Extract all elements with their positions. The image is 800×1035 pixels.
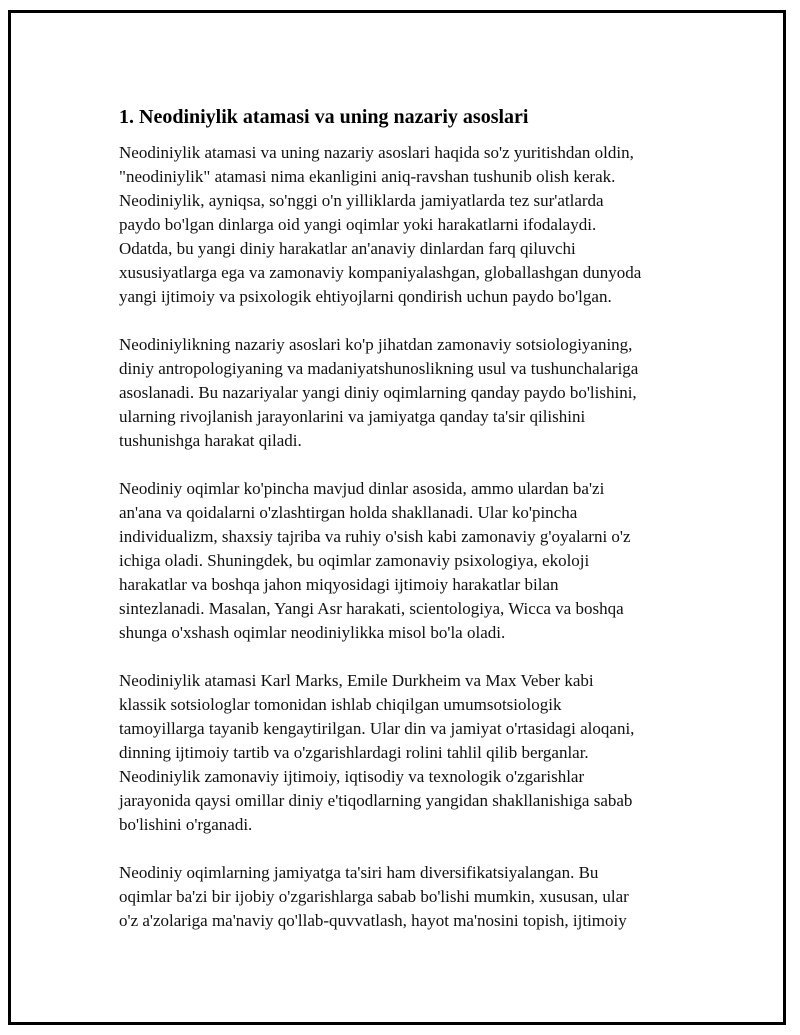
text-line: shunga o'xshash oqimlar neodiniylikka misol bo'la oladi. — [119, 623, 506, 642]
paragraph — [119, 861, 689, 933]
text-line: tushunishga harakat qiladi. — [119, 431, 302, 450]
text-line: sintezlanadi. Masalan, Yangi Asr harakati, scientologiya, Wicca va boshqa — [119, 599, 624, 618]
text-line: Odatda, bu yangi diniy harakatlar an'anaviy dinlardan farq qiluvchi — [119, 239, 576, 258]
text-line: asoslanadi. Bu nazariyalar yangi diniy oqimlarning qanday paydo bo'lishini, — [119, 383, 637, 402]
text-line: Neodiniy oqimlarning jamiyatga ta'siri ham diversifikatsiyalangan. Bu — [119, 863, 599, 882]
text-line: yangi ijtimoiy va psixologik ehtiyojlarni qondirish uchun paydo bo'lgan. — [119, 287, 612, 306]
text-line: bo'lishini o'rganadi. — [119, 815, 253, 834]
text-line: Neodiniylik atamasi va uning nazariy asoslari haqida so'z yuritishdan oldin, — [119, 143, 634, 162]
text-line: individualizm, shaxsiy tajriba va ruhiy o'sish kabi zamonaviy g'oyalarni o'z — [119, 527, 631, 546]
paragraph — [119, 333, 689, 453]
text-line: o'z a'zolariga ma'naviy qo'llab-quvvatlash, hayot ma'nosini topish, ijtimoiy — [119, 911, 627, 930]
text-line: paydo bo'lgan dinlarga oid yangi oqimlar yoki harakatlarni ifodalaydi. — [119, 215, 597, 234]
paragraphs-container — [119, 141, 689, 933]
text-line: jarayonida qaysi omillar diniy e'tiqodlarning yangidan shakllanishiga sabab — [119, 791, 633, 810]
section-title: 1. Neodiniylik atamasi va uning nazariy asoslari — [119, 106, 529, 128]
text-line: Neodiniylikning nazariy asoslari ko'p jihatdan zamonaviy sotsiologiyaning, — [119, 335, 633, 354]
text-line: Neodiniylik atamasi Karl Marks, Emile Durkheim va Max Veber kabi — [119, 671, 594, 690]
text-line: oqimlar ba'zi bir ijobiy o'zgarishlarga sabab bo'lishi mumkin, xususan, ular — [119, 887, 629, 906]
text-line: an'ana va qoidalarni o'zlashtirgan holda shakllanadi. Ular ko'pincha — [119, 503, 578, 522]
text-line: Neodiniylik zamonaviy ijtimoiy, iqtisodiy va texnologik o'zgarishlar — [119, 767, 585, 786]
page-frame — [8, 10, 786, 1025]
text-line: tamoyillarga tayanib kengaytirilgan. Ular din va jamiyat o'rtasidagi aloqani, — [119, 719, 635, 738]
text-line: klassik sotsiologlar tomonidan ishlab chiqilgan umumsotsiologik — [119, 695, 562, 714]
document-body — [119, 103, 689, 957]
text-line: diniy antropologiyaning va madaniyatshunoslikning usul va tushunchalariga — [119, 359, 639, 378]
paragraph — [119, 477, 689, 645]
paragraph — [119, 141, 689, 309]
text-line: harakatlar va boshqa jahon miqyosidagi ijtimoiy harakatlar bilan — [119, 575, 559, 594]
text-line: ularning rivojlanish jarayonlarini va jamiyatga qanday ta'sir qilishini — [119, 407, 586, 426]
text-line: "neodiniylik" atamasi nima ekanligini aniq-ravshan tushunib olish kerak. — [119, 167, 616, 186]
text-line: xususiyatlarga ega va zamonaviy kompaniyalashgan, globallashgan dunyoda — [119, 263, 642, 282]
paragraph — [119, 669, 689, 837]
text-line: ichiga oladi. Shuningdek, bu oqimlar zamonaviy psixologiya, ekoloji — [119, 551, 590, 570]
text-line: Neodiniy oqimlar ko'pincha mavjud dinlar asosida, ammo ulardan ba'zi — [119, 479, 605, 498]
text-line: Neodiniylik, ayniqsa, so'nggi o'n yilliklarda jamiyatlarda tez sur'atlarda — [119, 191, 604, 210]
text-line: dinning ijtimoiy tartib va o'zgarishlardagi rolini tahlil qilib berganlar. — [119, 743, 589, 762]
